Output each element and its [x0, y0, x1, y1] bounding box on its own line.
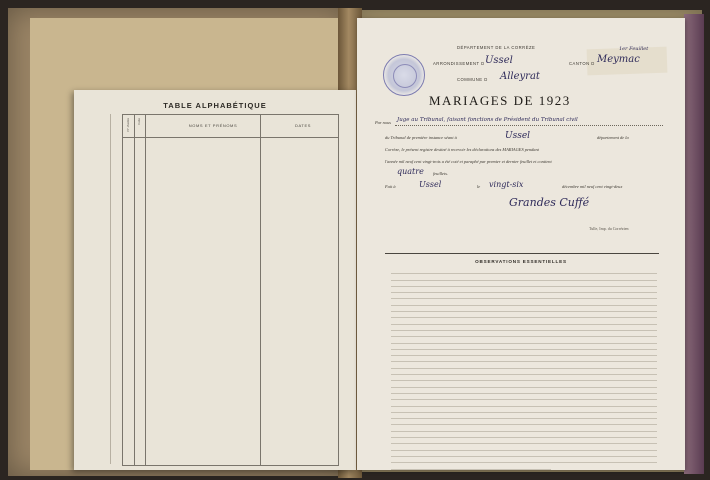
col-dates-header: DATES	[294, 123, 312, 128]
line2-value: Ussel	[505, 131, 531, 141]
line2-suffix: département de la	[597, 135, 629, 140]
fait-a-value: Ussel	[419, 180, 442, 189]
observations-text-block	[391, 268, 657, 470]
section-rule	[385, 253, 659, 254]
left-page-index	[74, 90, 356, 470]
line4-text: l'année mil neuf cent vingt-trois a été coté et paraphé par premier et dernier feuillet et contient	[385, 159, 552, 164]
register-title: MARIAGES DE 1923	[429, 93, 571, 108]
line5-value: quatre	[397, 167, 424, 176]
commune-value: Alleyrat	[500, 71, 540, 82]
line1-prefix: Par nous	[375, 120, 391, 125]
header-rule	[123, 137, 338, 138]
line1-handwritten: Juge au Tribunal, faisant fonctions de Président du Tribunal civil	[397, 117, 578, 123]
observations-title: OBSERVATIONS ESSENTIELLES	[475, 259, 567, 264]
commune-label: COMMUNE D	[457, 77, 488, 82]
line2-text: du Tribunal de première instance séant à	[385, 135, 457, 140]
canton-label: CANTON D	[569, 61, 595, 66]
date-label: le	[477, 184, 481, 189]
printer-note: Tulle, Imp. du Corrézien	[589, 226, 629, 231]
col-names-header: NOMS ET PRÉNOMS	[188, 123, 238, 128]
official-stamp	[383, 54, 425, 96]
arrondissement-label: ARRONDISSEMENT D	[433, 61, 485, 66]
col-names	[145, 115, 261, 465]
arrondissement-value: Ussel	[485, 55, 513, 66]
index-table	[122, 114, 339, 466]
left-margin-rule	[110, 114, 111, 464]
date-suffix: décembre mil neuf cent vingt-deux	[562, 184, 623, 189]
book-edge	[684, 14, 704, 474]
date-value: vingt-six	[489, 180, 524, 189]
line5-suffix: feuillets.	[433, 171, 448, 176]
departement: DÉPARTEMENT DE LA CORRÈZE	[457, 45, 536, 50]
signature: Grandes Cuffé	[509, 196, 590, 209]
index-title: TABLE ALPHABÉTIQUE	[163, 101, 267, 110]
canton-value: Meymac	[597, 54, 640, 65]
line3-text: Corrèze, le présent registre destiné à recevoir les déclarations des MARIAGES pendant	[385, 147, 539, 152]
col-folio-header: Folio	[137, 118, 141, 125]
line1-dots	[395, 125, 663, 126]
col-order-header: N° d'ordre	[126, 118, 130, 132]
corner-note: 1er Feuillet	[619, 46, 649, 52]
right-page-register	[357, 18, 685, 470]
fait-a-label: Fait à	[385, 184, 396, 189]
